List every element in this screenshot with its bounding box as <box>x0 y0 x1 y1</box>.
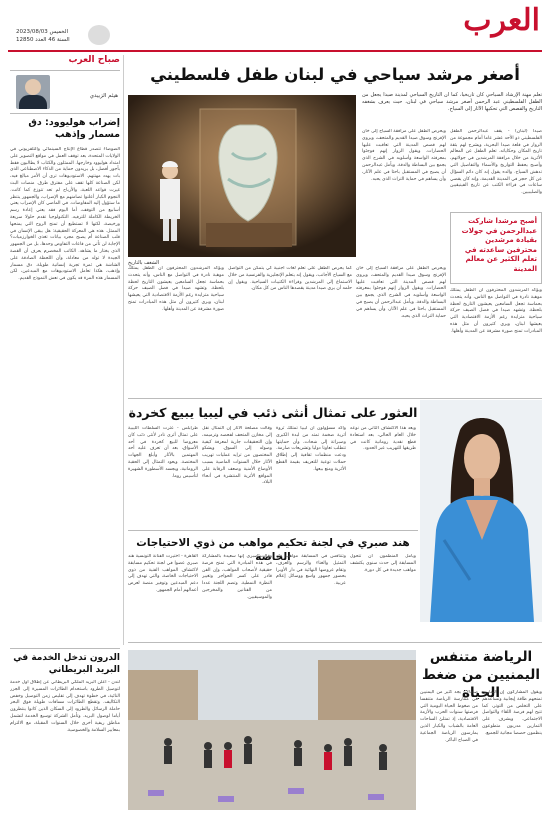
story1-body-col4: كما يحرص الطفل على تعلم لغات أجنبية كي يتمكن من التواصل مع السياح الأجانب، ويقول إنه يتعلم الإنجليزية والفرنسية من خلال الاستماع إلى المرشدين وقراءة الكتيبات السياحية. ويقول إن حلمه أن يرى صيدا مدينة يقصدها الناس من كل مكان. <box>228 266 352 292</box>
story4-body-col2: ويقول المشاركون إن التمارين تمنحهم طاقة إيجابية وتساعدهم على التخلص من التوتر، كما تتيح لهم فرصة اللقاء والتواصل الاجتماعي. ويشرف على التمارين مدربون متطوعون ينظمون حصصا مجانية للجميع. <box>482 690 542 736</box>
story2-body-col4: ويعد هذا الاكتشاف الثاني من نوعه خلال العام الحالي، بعد استعادة قطع نقدية رومانية كانت في طريقها للتهريب عبر الحدود. <box>350 426 416 452</box>
story3-body-col3: وتتنافس في المسابقة مواهب في التمثيل والغناء والرسم والعزف، وتقام عروضها النهائية في دار الأوبرا بحضور جمهور واسع ووسائل إعلام عربية. <box>276 554 346 587</box>
story2-body-col3: وأكد مسؤولون أن ليبيا تمتلك ثروة أثرية ضخمة تمتد من لبدة الكبرى وصبراتة إلى شحات، وأن حمايتها تتطلب تعاونا دوليا وتشريعات صارمة. ودعت منظمات ثقافية إلى إطلاق حملات توعية للتعريف بقيمة القطع الأثرية ومنع بيعها. <box>276 426 346 472</box>
column-body: الضوضاء تتصدر قطاع الإنتاج السينمائي والتلفزيوني في الولايات المتحدة، بعد توقف العمل في مواقع التصوير على امتداد هوليوود وخارجها. الممثلون والكتاب لا يطالبون فقط بأجور أفضل، بل يريدون حماية من الذكاء الاصطناعي الذي بات يهدد مهنتهم. الاستوديوهات ترى أن الأمر مبالغ فيه، لكن الصناعة كلها تقف على مفترق طرق. منصات البث غيرت قواعد اللعبة، والأرباح لم تعد تتوزع كما كانت. النجوم الكبار أعلنوا تضامنهم مع الإضراب، والجمهور ينتظر ما ستؤول إليه المفاوضات. في الماضي كان الإضراب يعني أسابيع من التوقف، أما اليوم فقد يعني إعادة رسم الخريطة الكاملة للترفيه. التكنولوجيا تقدم حلولا سريعة ورخيصة، لكنها لا تستطيع أن تمنح الروح التي يمنحها الممثل. هذه هي المعركة الحقيقية: هل يبقى الإنسان في قلب الصناعة أم يصبح مجرد بيانات تغذي الخوارزميات؟ الإجابة لن تأتي من قاعات التفاوض وحدها، بل من الجمهور الذي يختار ما يشاهد. الكاتب المخضرم يعرف أن القصة الجيدة لا تولد من معادلة، وأن اللحظة الصادقة على الشاشة هي ثمرة تجربة إنسانية طويلة. دق مسمار وإذهب، هكذا تعامل الاستوديوهات مع المبدعين، لكن المسمار هذه المرة قد يكون في نعش النموذج القديم. <box>10 147 120 282</box>
story2-body-col2: وقالت مصلحة الآثار إن التمثال نقل إلى مخازن المتحف لفحصه وترميمه، وإن التحقيقات جارية لمعرفة كيفية وصوله إلى السوق. ويشكو المختصون من تزايد عمليات تهريب الآثار خلال السنوات الماضية بسبب الأوضاع الأمنية وضعف الرقابة على المواقع الأثرية المنتشرة في أنحاء البلاد. <box>202 426 272 486</box>
newspaper-logo: العرب <box>463 3 540 38</box>
column-section-title: صباح العرب <box>68 55 120 65</box>
story3-portrait-photo <box>420 400 542 622</box>
story-divider-2 <box>128 530 418 531</box>
issue-date: الخميس 2023/08/03 <box>16 29 69 35</box>
vase-display-illustration <box>128 95 356 257</box>
story1-photo <box>128 95 356 257</box>
portrait-illustration <box>420 400 542 622</box>
edition-emblem-icon <box>88 25 110 45</box>
story5-body: لندن - أعلن البريد الملكي البريطاني عن إطلاق أول خدمة لتوصيل الطرود باستخدام الطائرات المسيرة إلى الجزر النائية، في خطوة تهدف إلى تقليص زمن التوصيل وخفض التكاليف. وتقطع الطائرات مسافات طويلة فوق البحر حاملة الرسائل والطرود إلى السكان الذين كانوا ينتظرون أياما لوصول البريد. وتأمل الشركة توسيع الخدمة لتشمل مناطق ريفية أخرى خلال السنوات المقبلة، مع الالتزام بمعايير السلامة والخصوصية. <box>10 680 120 733</box>
yemen-sports-illustration <box>128 650 416 810</box>
story3-body-col1: القاهرة - اختيرت الفنانة التونسية هند صبري عضوا في لجنة تحكيم مسابقة لاكتشاف المواهب الفنية من ذوي الاحتياجات الخاصة، والتي تهدف إلى دعم المبدعين وتوفير منصة لعرض أعمالهم أمام الجمهور. <box>128 554 198 593</box>
story1-body-col2: ويحرص الطفل على مرافقة السياح إلى خان الإفرنج وسوق صيدا القديم والمتحف، ويروي لهم قصص المدينة التي تعاقبت عليها الحضارات. ويقول الزوار إنهم فوجئوا بمعرفته الواسعة وأسلوبه في الشرح الذي يجمع بين البساطة والدقة. ويأمل عبدالرحمن أن يصبح في المستقبل باحثا في علم الآثار، وأن يساهم في حماية التراث الذي يحبه. <box>362 129 446 182</box>
masthead-rule <box>8 50 542 52</box>
story1-body-col1: صيدا (لبنان) - يقف عبدالرحمن الطفل الفلسطيني ذو الأحد عشر عاما أمام مجموعة من الزوار في قلعة صيدا البحرية، ويشرح لهم بثقة تاريخ المكان وحكاياته. تعلم الطفل عن المعالم الأثرية من خلال مرافقة المرشدين في جولاتهم، وأصبح يحفظ التواريخ والأسماء والتفاصيل التي تدهش السياح. والده يقول إنه كان دائم السؤال عن كل حجر في المدينة القديمة، وإنه كان يقضي ساعات في قراءة الكتب عن تاريخ الفينيقيين والصليبيين. <box>450 129 542 196</box>
author-rule <box>10 113 120 114</box>
story2-body-col1: طرابلس - عثرت السلطات الليبية على تمثال أثري نادر لأنثى ذئب كان معروضا للبيع كخردة في أحد الأسواق، بعد أن تعرف عليه أحد المهتمين بالآثار وأبلغ الجهات المختصة. ويعود التمثال إلى الحقبة الرومانية، ويجسد الأسطورة الشهيرة لتأسيس روما. <box>128 426 198 479</box>
story1-body-col3: ويؤكد المرشدون المحترفون أن الطفل يمتلك موهبة نادرة في التواصل مع الناس، وأنه يتحدث بحماسة تجعل السامعين يعيشون التاريخ لحظة بلحظة. وتشهد صيدا في فصل الصيف حركة سياحية متزايدة رغم الأزمة الاقتصادية التي يعيشها لبنان، ويرى كثيرون أن مثل هذه المبادرات تمنح صورة مشرقة عن المدينة وأهلها. <box>128 266 224 312</box>
story-divider-1 <box>128 398 542 399</box>
story4-photo <box>128 650 416 810</box>
column-author: هيثم الزبيدي <box>89 93 118 99</box>
story1-body-col6: ويؤكد المرشدون المحترفون أن الطفل يمتلك موهبة نادرة في التواصل مع الناس، وأنه يتحدث بحماسة تجعل السامعين يعيشون التاريخ لحظة بلحظة. وتشهد صيدا في فصل الصيف حركة سياحية متزايدة رغم الأزمة الاقتصادية التي يعيشها لبنان، ويرى كثيرون أن مثل هذه المبادرات تمنح صورة مشرقة عن المدينة وأهلها. <box>450 288 542 334</box>
column-title: إضراب هوليوود: دق مسمار وإذهب <box>28 117 120 140</box>
story3-body-col4: ويأمل المنظمون أن تتحول المسابقة إلى حدث سنوي يكتشف مواهب جديدة في كل دورة. <box>350 554 416 573</box>
left-divider <box>10 648 120 649</box>
issue-number: السنة 46 العدد 12850 <box>16 37 70 43</box>
opinion-column <box>10 55 120 645</box>
story1-lede: تعلم مهنة الإرشاد السياحي كان تاريخيا، كما أن التاريخ السياحي لمدينة صيدا يجعل من الطفل الفلسطيني عبد الرحمن أصغر مرشد سياحي في لبنان، حيث يعرف بشغفه التاريخ والقصص التي تحكيها الآثار إلى السياح. <box>362 92 542 112</box>
story3-body-col2: وقالت صبري إنها سعيدة بالمشاركة في هذه المبادرة التي تمنح فرصة حقيقية لأصحاب المواهب، وإن الفن قادر على كسر الحواجز وتغيير النظرة النمطية. وتضم اللجنة عددا من الفنانين والمخرجين والموسيقيين. <box>202 554 272 600</box>
story4-headline: الرياضة متنفس اليمنيين من ضغط الحياة <box>422 649 540 701</box>
column-divider <box>123 55 124 645</box>
story1-headline: أصغر مرشد سياحي في لبنان طفل فلسطيني <box>150 65 520 84</box>
story4-body-col1: صنعاء - يجد كثير من اليمنيين في ممارسة الرياضة متنفسا من ضغوط الحياة اليومية التي فرضتها سنوات الحرب والأزمة الاقتصادية، إذ تمتلئ الساحات العامة بالشباب والكبار الذين يمارسون الرياضة الجماعية في الصباح الباكر. <box>420 690 478 743</box>
story5-headline: الدرون تدخل الخدمة في البريد البريطاني <box>13 653 120 675</box>
story3-headline: هند صبري في لجنة تحكيم مواهب من ذوي الاحتياجات الخاصة <box>136 537 410 563</box>
author-photo <box>16 75 50 109</box>
story2-headline: العثور على تمثال أنثى ذئب في ليبيا يبيع كخردة <box>128 405 418 420</box>
story-divider-3 <box>128 642 542 643</box>
story1-photo-caption: الشغف بالتاريخ <box>128 260 160 266</box>
story1-body-col5: ويحرص الطفل على مرافقة السياح إلى خان الإفرنج وسوق صيدا القديم والمتحف، ويروي لهم قصص المدينة التي تعاقبت عليها الحضارات. ويقول الزوار إنهم فوجئوا بمعرفته الواسعة وأسلوبه في الشرح الذي يجمع بين البساطة والدقة. ويأمل عبدالرحمن أن يصبح في المستقبل باحثا في علم الآثار، وأن يساهم في حماية التراث الذي يحبه. <box>356 266 446 319</box>
date-block <box>16 28 70 44</box>
section-rule <box>10 70 120 71</box>
story1-pullquote: أصبح مرشدا شاركت عبدالرحمن في جولات بقيادة مرشدين محترفين ساعدته في تعلم الكثير عن معالم المدينة <box>450 212 542 284</box>
